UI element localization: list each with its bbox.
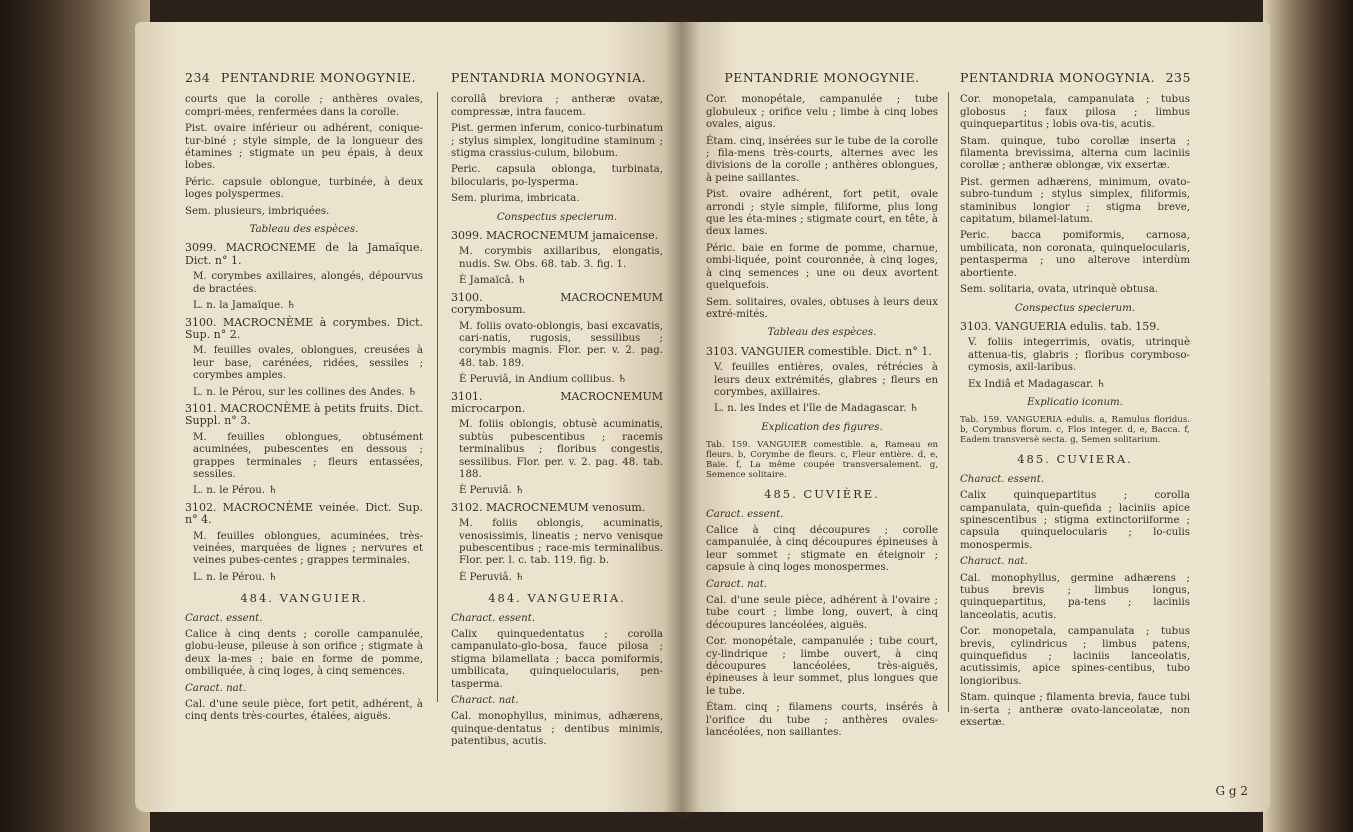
right-page	[680, 22, 1270, 812]
left-page	[135, 22, 680, 812]
text-block: Cor. monopetala, campanulata ; tubus globosus ; faux pilosa ; limbus quinquepartitus ; lobis ova-tis, acutis. Stam. quinque, tubo corollæ inserta ; filamenta brevissima, alterna cum laciniis corollæ ; antheræ oblongæ, vix exsertæ. Pist. germen adhærens, minimum, ovato-subro-tundum ; stylus simplex, filiformis, staminibus longior ; stigma breve, capitatum, bilamel-latum. Peric. bacca pomiformis, carnosa, umbilicata, non coronata, quinquelocularis, pentasperma ; uno alterove interdùm abortiente. Sem. solitaria, ovata, utrinquè obtusa. Conspectus specierum. 3103. VANGUERIA edulis. tab. 159. V. foliis integerrimis, ovatis, utrinquè attenua-tis, glabris ; floribus corymboso-cymosis, axil-laribus. Ex Indiâ et Madagascar. ♄ Explicatio iconum. Tab. 159. VANGUERIA edulis. a, Ramulus floridus. b, Corymbus florum. c, Flos integer. d, e, Bacca. f, Eadem transversè secta. g, Semen solitarium. 485. CUVIERA. Charact. essent. Calix quinquepartitus ; corolla campanulata, quin-quefida ; laciniis apice spinescentibus ; stigma extinctoriiforme ; capsula quinquelocularis ; lo-culis monospermis. Charact. nat. Cal. monophyllus, germine adhærens ; tubus brevis ; limbus longus, quinquepartitus, pa-tens ; laciniis lanceolatis, acutis. Cor. monopetala, campanulata ; tubus brevis, cylindricus ; limbus patens, quinquefidus ; laciniis lanceolatis, acutissimis, apice spines-centibus, tubo longioribus. Stam. quinque ; filamenta brevia, fauce tubi in-serta ; antheræ ovato-lanceolatæ, non exsertæ.	[960, 94, 1190, 729]
running-header: PENTANDRIA MONOGYNIA. 235	[960, 70, 1191, 85]
species-entry: 3101. MACROCNEMUM microcarpon.	[451, 389, 663, 415]
book-gutter	[664, 18, 700, 818]
book-edge-right	[1263, 0, 1353, 832]
section-title: Conspectus specierum.	[496, 211, 618, 223]
page-number: 235	[1165, 70, 1191, 85]
genus-heading: 484. VANGUIER.	[240, 591, 368, 606]
figure-caption: Tab. 159. VANGUIER comestible. a, Rameau en fleurs. b, Corymbe de fleurs. c, Fleur entière. d, e, Baie. f, La même coupée transversalement. g, Semence solitaire.	[706, 440, 938, 481]
right-page-french-column	[706, 72, 938, 743]
left-page-latin-column	[451, 72, 663, 753]
signature-mark: G g 2	[1215, 784, 1248, 798]
figure-caption: Tab. 159. VANGUERIA edulis. a, Ramulus floridus. b, Corymbus florum. c, Flos integer. d, e, Bacca. f, Eadem transversè secta. g, Semen solitarium.	[960, 415, 1190, 446]
running-header: 234 PENTANDRIE MONOGYNIE.	[185, 70, 417, 85]
right-page-latin-column	[960, 72, 1190, 733]
running-header: PENTANDRIA MONOGYNIA.	[451, 70, 647, 85]
section-title: Explication des figures.	[761, 421, 883, 433]
genus-heading: 485. CUVIÈRE.	[764, 487, 880, 502]
species-entry: 3101. MACROCNÈME à petits fruits. Dict. Suppl. n° 3.	[185, 401, 423, 428]
genus-heading: 485. CUVIERA.	[1017, 452, 1133, 467]
genus-heading: 484. VANGUERIA.	[488, 591, 626, 606]
species-entry: 3102. MACROCNÈME veinée. Dict. Sup. n° 4.	[185, 500, 423, 527]
section-title: Explicatio iconum.	[1027, 396, 1123, 408]
section-title: Tableau des espèces.	[767, 327, 877, 339]
book-edge-left	[0, 0, 150, 832]
species-entry: 3099. MACROCNEMUM jamaicense.	[451, 229, 659, 243]
text-block: corollâ breviora ; antheræ ovatæ, compressæ, intra faucem. Pist. germen inferum, conico-turbinatum ; stylus simplex, longitudine staminum ; stigma crassius-culum, bilobum. Peric. capsula oblonga, turbinata, bilocularis, po-lysperma. Sem. plurima, imbricata. Conspectus specierum. 3099. MACROCNEMUM jamaicense. M. corymbis axillaribus, elongatis, nudis. Sw. Obs. 68. tab. 3. fig. 1. È Jamaïcâ. ♄ 3100. MACROCNEMUM corymbosum. M. foliis ovato-oblongis, basi excavatis, cari-natis, rugosis, sessilibus ; corymbis magnis. Flor. per. v. 2. pag. 48. tab. 189. È Peruviâ, in Andium collibus. ♄ 3101. MACROCNEMUM microcarpon. M. foliis oblongis, obtusè acuminatis, subtùs pubescentibus ; racemis terminalibus ; floribus congestis, sessilibus. Flor. per. v. 2. pag. 48. tab. 188. È Peruviâ. ♄ 3102. MACROCNEMUM venosum. M. foliis oblongis, acuminatis, venosissimis, lineatis ; nervo venisque pubescentibus ; race-mis terminalibus. Flor. per. l. c. tab. 119. fig. b. È Peruviâ. ♄ 484. VANGUERIA. Charact. essent. Calix quinquedentatus ; corolla campanulato-glo-bosa, fauce pilosa ; stigma bilamellata ; bacca pomiformis, umbilicata, quinquelocularis, pen-tasperma. Charact. nat. Cal. monophyllus, minimus, adhærens, quinque-dentatus ; dentibus minimis, patentibus, acutis.	[451, 94, 663, 748]
text-block: courts que la corolle ; anthères ovales, compri-mées, renfermées dans la corolle. Pist. ovaire inférieur ou adhérent, conique-tur-biné ; style simple, de la longueur des étamines ; stigmate un peu épais, à deux lobes. Péric. capsule oblongue, turbinée, à deux loges polyspermes. Sem. plusieurs, imbriquées. Tableau des espèces. 3099. MACROCNEME de la Jamaïque. Dict. n° 1. M. corymbes axillaires, alongés, dépourvus de bractées. L. n. la Jamaïque. ♄ 3100. MACROCNÈME à corymbes. Dict. Sup. n° 2. M. feuilles ovales, oblongues, creusées à leur base, carénées, ridées, sessiles ; corymbes amples. L. n. le Pérou, sur les collines des Andes. ♄ 3101. MACROCNÈME à petits fruits. Dict. Suppl. n° 3. M. feuilles oblongues, obtusément acuminées, pubescentes en dessous ; grappes terminales ; fleurs entassées, sessiles. L. n. le Pérou. ♄ 3102. MACROCNÈME veinée. Dict. Sup. n° 4. M. feuilles oblongues, acuminées, très-veinées, marquées de lignes ; nervures et veines pubes-centes ; grappes terminales. L. n. le Pérou. ♄ 484. VANGUIER. Caract. essent. Calice à cinq dents ; corolle campanulée, globu-leuse, pileuse à son orifice ; stigmate à deux la-mes ; baie en forme de pomme, ombiliquée, à cinq loges, à cinq semences. Caract. nat. Cal. d'une seule pièce, fort petit, adhérent, à cinq dents très-courtes, étalées, aiguës.	[185, 94, 423, 723]
section-title: Tableau des espèces.	[249, 224, 359, 236]
running-header: PENTANDRIE MONOGYNIE.	[724, 70, 920, 85]
species-entry: 3100. MACROCNEMUM corymbosum.	[451, 290, 663, 317]
column-divider	[437, 92, 438, 702]
species-entry: 3103. VANGUERIA edulis. tab. 159.	[960, 319, 1160, 333]
species-entry: 3102. MACROCNEMUM venosum.	[451, 500, 646, 514]
section-title: Conspectus specierum.	[1014, 302, 1136, 314]
species-entry: 3099. MACROCNEME de la Jamaïque. Dict. n° 1.	[185, 241, 423, 267]
species-entry: 3103. VANGUIER comestible. Dict. n° 1.	[706, 344, 932, 358]
left-page-french-column	[185, 72, 423, 728]
column-divider	[948, 92, 949, 712]
page-number: 234	[185, 70, 211, 85]
species-entry: 3100. MACROCNÈME à corymbes. Dict. Sup. n° 2.	[185, 315, 423, 341]
text-block: Cor. monopétale, campanulée ; tube globuleux ; orifice velu ; limbe à cinq lobes ovales, aigus. Étam. cinq, insérées sur le tube de la corolle ; fila-mens très-courts, alternes avec les divisions de la corolle ; anthères oblongues, à peine saillantes. Pist. ovaire adhérent, fort petit, ovale arrondi ; style simple, filiforme, plus long que les éta-mines ; stigmate court, en tête, à deux lames. Péric. baie en forme de pomme, charnue, ombi-liquée, point couronnée, à cinq loges, à cinq semences ; une ou deux avortent quelquefois. Sem. solitaires, ovales, obtuses à leurs deux extré-mités. Tableau des espèces. 3103. VANGUIER comestible. Dict. n° 1. V. feuilles entières, ovales, rétrécies à leurs deux extrémités, glabres ; fleurs en corymbes, axillaires. L. n. les Indes et l'île de Madagascar. ♄ Explication des figures. Tab. 159. VANGUIER comestible. a, Rameau en fleurs. b, Corymbe de fleurs. c, Fleur entière. d, e, Baie. f, La même coupée transversalement. g, Semence solitaire. 485. CUVIÈRE. Caract. essent. Calice à cinq découpures ; corolle campanulée, à cinq découpures épineuses à leur sommet ; stigmate en éteignoir ; capsule à cinq loges monospermes. Caract. nat. Cal. d'une seule pièce, adhérent à l'ovaire ; tube court ; limbe long, ouvert, à cinq découpures lancéolées, aiguës. Cor. monopétale, campanulée ; tube court, cy-lindrique ; limbe ouvert, à cinq découpures lancéolées, très-aiguës, épineuses à leur sommet, plus longues que le tube. Étam. cinq ; filamens courts, insérés à l'orifice du tube ; anthères ovales-lancéolées, non saillantes.	[706, 94, 938, 739]
